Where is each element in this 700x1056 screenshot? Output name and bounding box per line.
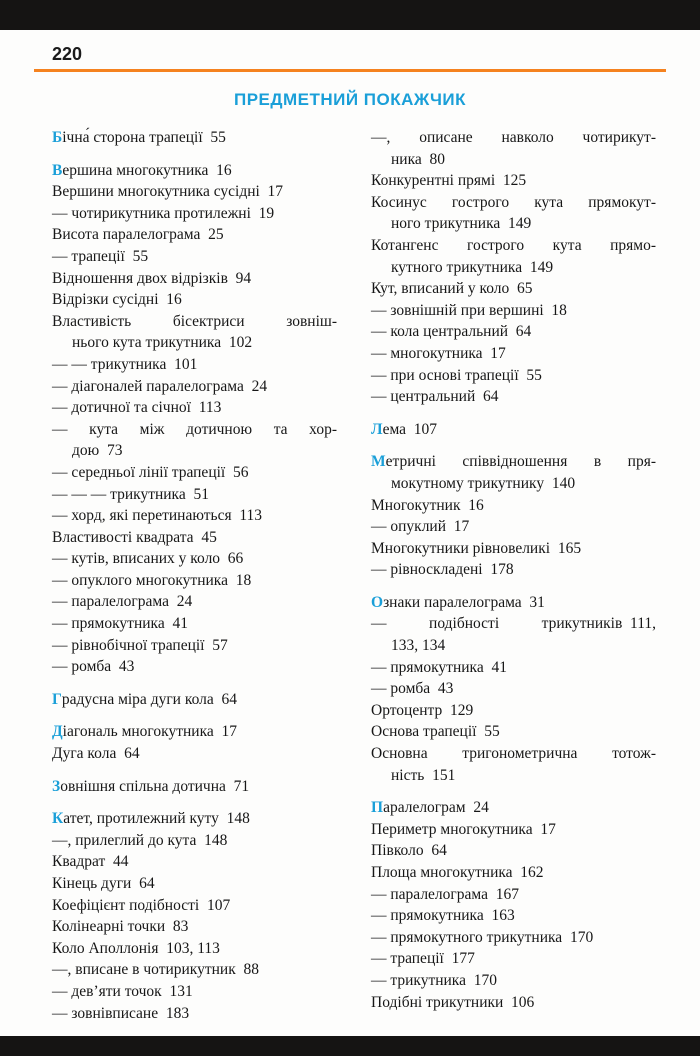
index-entry-line: — рівнобічної трапеції 57 — [52, 636, 228, 654]
section-lead-letter: К — [52, 810, 64, 828]
index-entry-line: —, вписане в чотирикутник 88 — [52, 961, 260, 979]
index-entry-line: Коефіцієнт подібності 107 — [52, 896, 231, 914]
index-entry-line: — ромба 43 — [371, 680, 454, 698]
index-entry-line: — опуклого многокутника 18 — [52, 571, 252, 589]
index-entry-line: — паралелограма 24 — [52, 593, 193, 611]
index-entry-line: Паралелограм 24 — [371, 799, 489, 817]
index-entry-line: Метричні співвідношення в пря- — [371, 453, 656, 471]
index-entry-line: —, описане навколо чотирикут- — [371, 129, 656, 146]
section-lead-letter: З — [52, 777, 61, 795]
index-entry-line: Відрізки сусідні 16 — [52, 291, 182, 309]
index-entry-line: Косинус гострого кута прямокут- — [371, 193, 656, 211]
index-entry-line: Колінеарні точки 83 — [52, 918, 189, 936]
index-entry-line: — середньої лінії трапеції 56 — [52, 463, 249, 481]
index-column-right — [371, 127, 656, 1024]
page-title: ПРЕДМЕТНИЙ ПОКАЖЧИК — [233, 90, 467, 109]
index-entry-line: Лема 107 — [371, 420, 438, 438]
index-entry-line: — прямокутника 41 — [371, 658, 507, 676]
index-entry-line: Дуга кола 64 — [52, 745, 140, 763]
index-entry-line: Многокутник 16 — [371, 496, 484, 514]
index-entry-line: — зовнівписане 183 — [52, 1004, 190, 1022]
index-entry-line: — трикутника 170 — [371, 971, 497, 989]
index-entry-line: Периметр многокутника 17 — [371, 820, 556, 838]
index-entry-line: кутного трикутника 149 — [391, 258, 554, 276]
bottom-edge-bar — [0, 1036, 700, 1056]
index-entry-line: — трапеції 177 — [371, 950, 475, 968]
index-entry-line: — ромба 43 — [52, 658, 135, 676]
index-entry-line: — діагоналей паралелограма 24 — [52, 377, 268, 395]
index-entry-line: Відношення двох відрізків 94 — [52, 269, 252, 287]
index-entry-line: Катет, протилежний куту 148 — [52, 810, 250, 828]
section-lead-letter: Д — [52, 723, 63, 741]
section-lead-letter: В — [52, 161, 63, 179]
index-entry-line: Квадрат 44 — [52, 853, 129, 871]
index-entry-line: — — трикутника 101 — [52, 355, 198, 373]
index-entry-line: 133, 134 — [391, 637, 446, 655]
index-entry-line: — дев’яти точок 131 — [52, 982, 193, 1000]
index-entry-line: — многокутника 17 — [371, 344, 506, 362]
index-entry-line: — кута між дотичною та хор- — [52, 420, 337, 438]
section-lead-letter: Г — [52, 690, 62, 708]
index-column-left — [52, 127, 337, 1024]
index-entry-line: Ознаки паралелограма 31 — [371, 593, 545, 611]
index-entry-line: — кутів, вписаних у коло 66 — [52, 550, 244, 568]
top-edge-bar — [0, 0, 700, 30]
index-entry-line: — кола центральний 64 — [371, 323, 532, 341]
index-entry-line: — прямокутного трикутника 170 — [371, 928, 594, 946]
index-entry-line: Котангенс гострого кута прямо- — [371, 236, 656, 254]
index-entry-line: ного трикутника 149 — [391, 215, 532, 233]
index-entry-line: Подібні трикутники 106 — [371, 993, 535, 1011]
section-lead-letter: М — [371, 453, 386, 471]
index-entry-line: — — — трикутника 51 — [52, 485, 209, 503]
index-entry-line: Вершина многокутника 16 — [52, 161, 232, 179]
page-number: 220 — [52, 44, 83, 64]
header-rule — [34, 69, 666, 72]
index-entry-line: Площа многокутника 162 — [371, 864, 544, 881]
index-entry-line: Бічна́ сторона трапеції 55 — [52, 129, 226, 146]
index-entry-line: — при основі трапеції 55 — [371, 366, 542, 384]
index-entry-line: Властивості квадрата 45 — [52, 528, 217, 546]
section-lead-letter: П — [371, 799, 384, 817]
index-entry-line: — прямокутника 41 — [52, 615, 188, 633]
index-entry-line: — опуклий 17 — [371, 518, 470, 536]
index-entry-line: — прямокутника 163 — [371, 907, 515, 925]
index-entry-line: — хорд, які перетинаються 113 — [52, 507, 263, 525]
index-entry-line: Висота паралелограма 25 — [52, 226, 224, 244]
index-entry-line: ника 80 — [391, 150, 446, 168]
index-entry-line: — рівноскладені 178 — [371, 561, 514, 579]
index-entry-line: дою 73 — [72, 442, 123, 460]
index-entry-line: Вершини многокутника сусідні 17 — [52, 183, 284, 201]
index-entry-line: —, прилеглий до кута 148 — [52, 831, 228, 849]
index-entry-line: — паралелограма 167 — [371, 885, 519, 903]
index-entry-line: Ортоцентр 129 — [371, 701, 474, 719]
index-entry-line: Властивість бісектриси зовніш- — [52, 312, 337, 330]
index-entry-line: Зовнішня спільна дотична 71 — [52, 777, 250, 795]
index-entry-line: — дотичної та січної 113 — [52, 399, 222, 417]
index-columns — [52, 127, 656, 1024]
index-entry-line: Кінець дуги 64 — [52, 875, 155, 892]
index-entry-line: Основа трапеції 55 — [371, 723, 500, 741]
index-entry-line: Діагональ многокутника 17 — [52, 723, 237, 741]
index-entry-line: Коло Аполлонія 103, 113 — [52, 939, 220, 957]
index-entry-line: нього кута трикутника 102 — [72, 334, 253, 352]
section-lead-letter: О — [371, 593, 384, 611]
section-lead-letter: Л — [371, 420, 383, 438]
index-entry-line: Конкурентні прямі 125 — [371, 172, 527, 190]
index-entry-line: Градусна міра дуги кола 64 — [52, 690, 238, 708]
index-entry-line: мокутному трикутнику 140 — [391, 474, 576, 492]
section-lead-letter: Б — [52, 129, 63, 146]
index-entry-line: Півколо 64 — [371, 842, 447, 860]
index-entry-line: — чотирикутника протилежні 19 — [52, 204, 275, 222]
index-entry-line: — трапеції 55 — [52, 247, 149, 265]
index-entry-line: Кут, вписаний у коло 65 — [371, 280, 533, 298]
index-entry-line: — зовнішній при вершині 18 — [371, 301, 567, 319]
index-entry-line: ність 151 — [391, 766, 456, 784]
index-entry-line: Многокутники рівновеликі 165 — [371, 539, 582, 557]
index-entry-line: — центральний 64 — [371, 388, 499, 406]
index-entry-line: Основна тригонометрична тотож- — [371, 745, 656, 763]
index-entry-line: — подібності трикутників 111, — [371, 615, 656, 633]
